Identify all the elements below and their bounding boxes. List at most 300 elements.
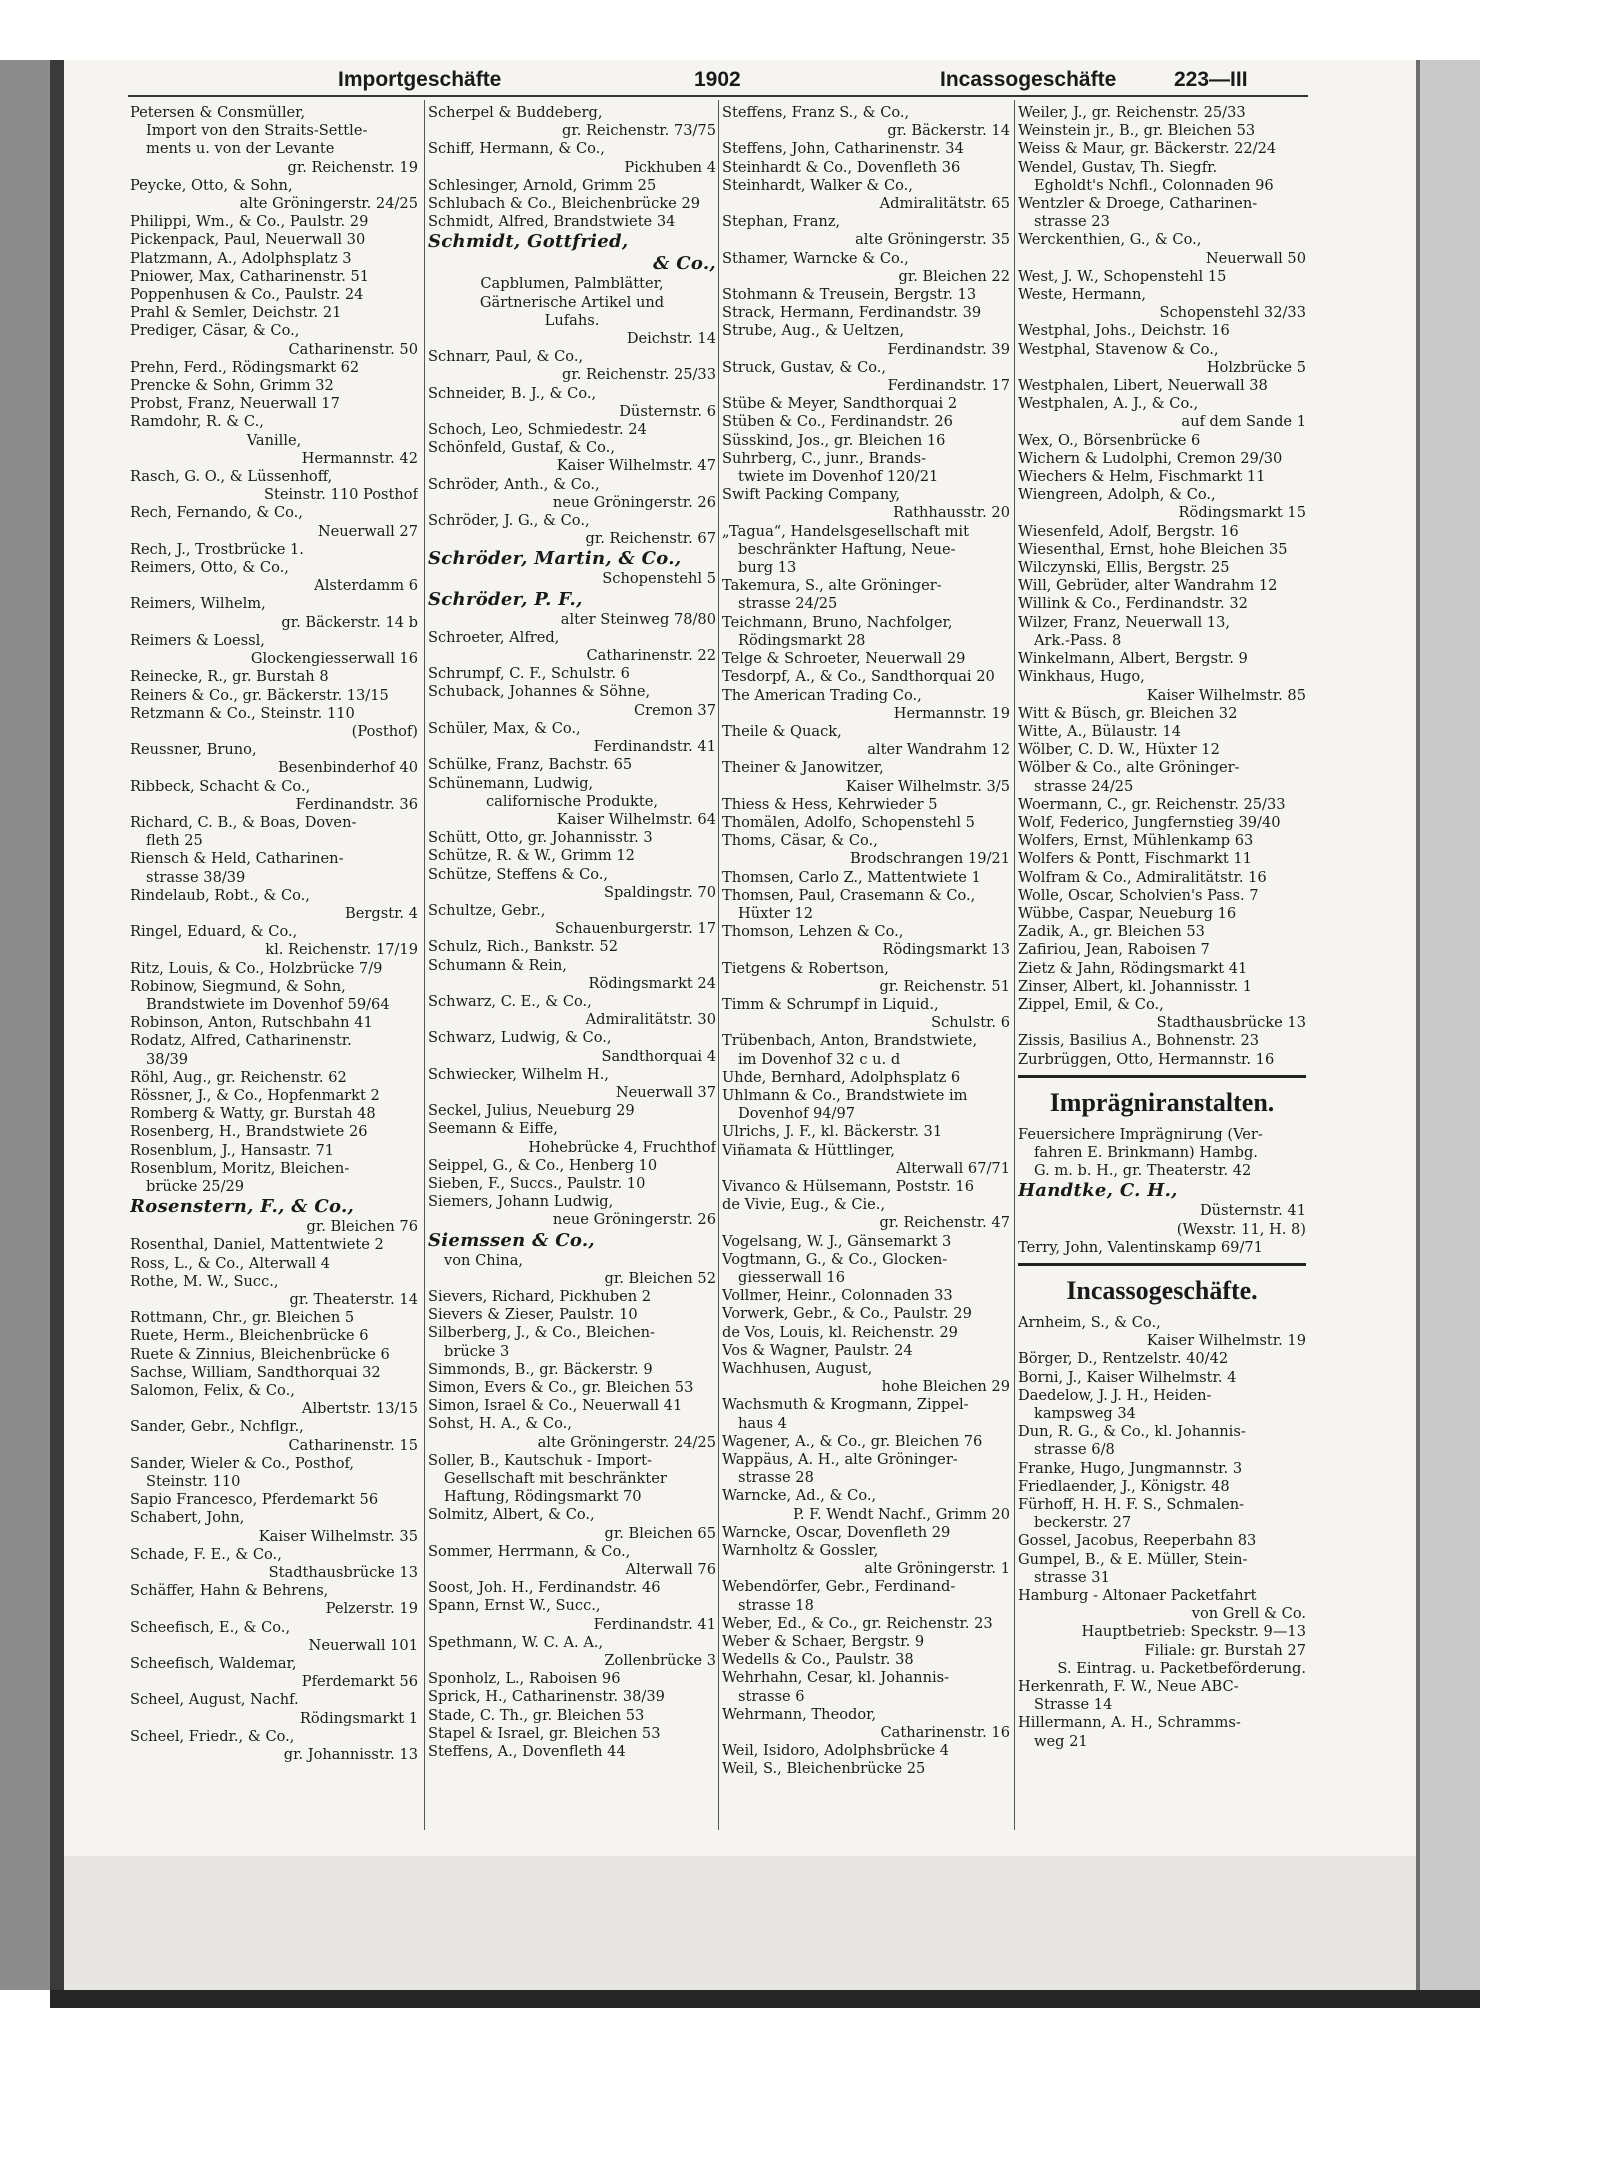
entry-name: Tietgens & Robertson, [722, 959, 889, 977]
entry-name: Weber, Ed., & Co., gr. Reichenstr. 23 [722, 1614, 993, 1632]
entry-detail: strasse 6/8 [1034, 1441, 1115, 1459]
entry-detail: strasse 23 [1034, 213, 1110, 231]
directory-entry [130, 1105, 418, 1123]
entry-name: Wübbe, Caspar, Neueburg 16 [1018, 904, 1237, 922]
directory-entry [722, 869, 1010, 887]
entry-detail: Dovenhof 94/97 [738, 1105, 856, 1123]
entry-name: Wendel, Gustav, Th. Siegfr. [1018, 158, 1218, 176]
entry-name: Feuersichere Imprägnirung (Ver- [1018, 1125, 1263, 1143]
directory-entry [428, 683, 716, 719]
entry-name: Scheel, August, Nachf. [130, 1691, 299, 1709]
entry-detail: Kaiser Wilhelmstr. 47 [556, 457, 716, 475]
entry-detail: alte Gröningerstr. 24/25 [239, 195, 418, 213]
entry-name: Teichmann, Bruno, Nachfolger, [722, 613, 953, 631]
directory-entry [722, 1251, 1010, 1287]
entry-detail: Bergstr. 4 [345, 904, 418, 922]
section-heading: Imprägniranstalten. [1049, 1087, 1275, 1117]
directory-entry [428, 1324, 716, 1360]
directory-entry [130, 1309, 418, 1327]
directory-entry [130, 1491, 418, 1509]
entry-detail: Catharinenstr. 22 [586, 647, 716, 665]
entry-name: Sprick, H., Catharinenstr. 38/39 [428, 1688, 665, 1706]
entry-name: Weste, Hermann, [1018, 286, 1147, 304]
entry-detail: Vanille, [246, 431, 302, 449]
directory-entry [130, 1418, 418, 1454]
entry-detail: Hüxter 12 [738, 904, 814, 922]
entry-detail: Alsterdamm 6 [314, 577, 418, 595]
directory-entry [130, 1196, 418, 1236]
directory-entry [428, 665, 716, 683]
directory-entry [722, 759, 1010, 795]
entry-name: Steffens, A., Dovenfleth 44 [428, 1743, 626, 1761]
entry-detail: Glockengiesserwall 16 [250, 650, 418, 668]
directory-entry [428, 1452, 716, 1507]
bottom-scan-shade [64, 1856, 1420, 1990]
directory-entry [130, 231, 418, 249]
directory-entry [428, 385, 716, 421]
directory-entry [722, 668, 1010, 686]
entry-name: Soller, B., Kautschuk - Import- [428, 1451, 652, 1469]
directory-entry [428, 957, 716, 993]
entry-name: Solmitz, Albert, & Co., [428, 1506, 595, 1524]
entry-name: Wolfers & Pontt, Fischmarkt 11 [1018, 850, 1252, 868]
directory-entry [428, 866, 716, 902]
right-scan-margin [1420, 60, 1480, 1990]
right-page-edge [1416, 60, 1420, 1990]
directory-entry [722, 1706, 1010, 1742]
entry-detail: strasse 24/25 [738, 595, 838, 613]
entry-name: Ruete & Zinnius, Bleichenbrücke 6 [130, 1345, 390, 1363]
directory-entry [130, 1142, 418, 1160]
entry-detail: S. Eintrag. u. Packetbeförderung. [1057, 1659, 1306, 1677]
directory-entry [722, 177, 1010, 213]
entry-name: Weil, Isidoro, Adolphsbrücke 4 [722, 1742, 950, 1760]
directory-entry [1018, 1350, 1306, 1368]
directory-entry [1018, 887, 1306, 905]
directory-entry [428, 476, 716, 512]
directory-entry [428, 1230, 716, 1288]
entry-name: Trübenbach, Anton, Brandstwiete, [722, 1032, 978, 1050]
entry-name: Vivanco & Hülsemann, Poststr. 16 [722, 1177, 974, 1195]
directory-entry [428, 1670, 716, 1688]
entry-detail: brücke 25/29 [146, 1177, 245, 1195]
entry-name: Reinecke, R., gr. Burstah 8 [130, 668, 329, 686]
entry-name: Dun, R. G., & Co., kl. Johannis- [1018, 1423, 1246, 1441]
entry-name: Wölber, C. D. W., Hüxter 12 [1018, 741, 1220, 759]
entry-name: Schabert, John, [130, 1509, 245, 1527]
entry-name: Thoms, Cäsar, & Co., [722, 832, 878, 850]
entry-name: Schoch, Leo, Schmiedestr. 24 [428, 421, 647, 439]
entry-name: Wichern & Ludolphi, Cremon 29/30 [1018, 449, 1283, 467]
entry-name: Wiesenfeld, Adolf, Bergstr. 16 [1018, 522, 1239, 540]
directory-entry [1018, 614, 1306, 650]
directory-entry [722, 322, 1010, 358]
directory-entry [130, 687, 418, 705]
directory-entry [1018, 650, 1306, 668]
entry-detail: von China, [444, 1251, 524, 1269]
entry-detail: Gesellschaft mit beschränkter [444, 1470, 667, 1488]
directory-entry [1018, 523, 1306, 541]
directory-entry [130, 268, 418, 286]
entry-detail: Holzbrücke 5 [1206, 358, 1306, 376]
header-year: 1902 [694, 68, 741, 91]
directory-entry [428, 1415, 716, 1451]
column-divider [424, 100, 425, 1830]
directory-entry [722, 1032, 1010, 1068]
entry-detail: Import von den Straits-Settle- [146, 122, 368, 140]
entry-name: Weiler, J., gr. Reichenstr. 25/33 [1018, 104, 1246, 121]
directory-entry [130, 1346, 418, 1364]
entry-name: Herkenrath, F. W., Neue ABC- [1018, 1678, 1239, 1696]
directory-entry [1018, 723, 1306, 741]
entry-detail: Stadthausbrücke 13 [1156, 1014, 1306, 1032]
entry-name: Prencke & Sohn, Grimm 32 [130, 377, 334, 395]
directory-entry [722, 250, 1010, 286]
entry-name: Ramdohr, R. & C., [130, 413, 264, 431]
entry-name: „Tagua“, Handelsgesellschaft mit [722, 522, 969, 540]
directory-entry [722, 1233, 1010, 1251]
directory-entry [722, 1651, 1010, 1669]
directory-entry [1018, 923, 1306, 941]
directory-entry [1018, 377, 1306, 395]
directory-entry [428, 421, 716, 439]
directory-entry [1018, 341, 1306, 377]
entry-detail: gr. Bleichen 65 [604, 1524, 716, 1542]
page-header [80, 68, 1410, 98]
directory-entry [428, 1175, 716, 1193]
entry-detail: Rödingsmarkt 24 [588, 974, 716, 992]
entry-detail: Admiralitätstr. 30 [585, 1011, 716, 1029]
entry-name: Handtke, C. H., [1018, 1180, 1178, 1202]
entry-name: Prehn, Ferd., Rödingsmarkt 62 [130, 358, 360, 376]
directory-entry [1018, 996, 1306, 1032]
entry-detail: Kaiser Wilhelmstr. 3/5 [845, 777, 1010, 795]
directory-entry [130, 1455, 418, 1491]
entry-name: Schwarz, C. E., & Co., [428, 992, 592, 1010]
directory-entry [130, 1509, 418, 1545]
directory-entry [130, 595, 418, 631]
entry-detail: Kaiser Wilhelmstr. 19 [1146, 1332, 1306, 1350]
directory-entry [1018, 395, 1306, 431]
entry-detail: californische Produkte, [485, 792, 659, 810]
entry-detail: Catharinenstr. 15 [288, 1436, 418, 1454]
entry-detail: gr. Theaterstr. 14 [289, 1291, 418, 1308]
directory-entry [722, 359, 1010, 395]
directory-entry [130, 978, 418, 1014]
entry-detail: gr. Johannisstr. 13 [283, 1746, 418, 1764]
directory-entry [130, 1069, 418, 1087]
entry-name: Thomsen, Paul, Crasemann & Co., [722, 886, 976, 904]
section-heading: Incassogeschäfte. [1066, 1275, 1258, 1305]
directory-entry [130, 814, 418, 850]
entry-name: West, J. W., Schopenstehl 15 [1018, 267, 1227, 285]
entry-name: Rindelaub, Robt., & Co., [130, 886, 310, 904]
section-rule [1018, 1263, 1306, 1266]
directory-entry [130, 541, 418, 559]
directory-entry [722, 1324, 1010, 1342]
entry-name: Schönfeld, Gustaf, & Co., [428, 439, 615, 457]
directory-entry [722, 395, 1010, 413]
entry-name: Vogelsang, W. J., Gänsemarkt 3 [722, 1232, 952, 1250]
entry-name: Stephan, Franz, [722, 213, 841, 231]
entry-name: Spethmann, W. C. A. A., [428, 1633, 604, 1651]
entry-detail: Lufahs. [544, 311, 600, 329]
directory-column-4 [1018, 104, 1306, 1751]
directory-entry [428, 1743, 716, 1761]
directory-entry [130, 1255, 418, 1273]
directory-entry [130, 1123, 418, 1141]
entry-name: Weber & Schaer, Bergstr. 9 [722, 1633, 925, 1651]
entry-name: Simmonds, B., gr. Bäckerstr. 9 [428, 1360, 653, 1378]
directory-entry [428, 177, 716, 195]
directory-entry [722, 1396, 1010, 1432]
directory-entry [1018, 140, 1306, 158]
entry-name: Steffens, Franz S., & Co., [722, 104, 910, 121]
entry-detail: Hermannstr. 19 [893, 704, 1010, 722]
entry-detail: giesserwall 16 [738, 1269, 845, 1286]
entry-name: Warncke, Ad., & Co., [722, 1487, 877, 1505]
entry-name: Siemers, Johann Ludwig, [428, 1193, 614, 1211]
entry-name: Schultze, Gebr., [428, 901, 546, 919]
entry-detail: Strasse 14 [1034, 1696, 1113, 1714]
entry-name: Wappäus, A. H., alte Gröninger- [722, 1451, 958, 1469]
directory-entry [1018, 741, 1306, 759]
entry-name: Zietz & Jahn, Rödingsmarkt 41 [1018, 959, 1248, 977]
directory-entry [1018, 468, 1306, 486]
entry-name: Peycke, Otto, & Sohn, [130, 176, 293, 194]
directory-entry [1018, 104, 1306, 122]
entry-detail: gr. Bäckerstr. 14 b [281, 613, 418, 631]
entry-name: Sievers & Zieser, Paulstr. 10 [428, 1306, 638, 1324]
entry-name: Wilzer, Franz, Neuerwall 13, [1018, 613, 1231, 631]
directory-entry [722, 1287, 1010, 1305]
entry-name: Schäffer, Hahn & Behrens, [130, 1582, 329, 1600]
entry-name: Retzmann & Co., Steinstr. 110 [130, 704, 355, 722]
directory-entry [130, 322, 418, 358]
entry-detail: ments u. von der Levante [146, 140, 335, 158]
entry-name: Spann, Ernst W., Succ., [428, 1597, 601, 1615]
entry-detail: Alterwall 67/71 [896, 1159, 1010, 1177]
directory-column-1 [130, 104, 418, 1764]
directory-entry [722, 486, 1010, 522]
directory-entry [130, 286, 418, 304]
directory-entry [130, 413, 418, 468]
entry-name: Sohst, H. A., & Co., [428, 1415, 572, 1433]
entry-name: Schlubach & Co., Bleichenbrücke 29 [428, 195, 701, 213]
directory-entry [1018, 577, 1306, 595]
entry-detail: G. m. b. H., gr. Theaterstr. 42 [1034, 1162, 1252, 1180]
directory-entry [722, 1196, 1010, 1232]
entry-name: Timm & Schrumpf in Liquid., [722, 995, 939, 1013]
entry-name: Sthamer, Warncke & Co., [722, 249, 909, 267]
directory-entry [1018, 195, 1306, 231]
entry-detail: Albertstr. 13/15 [301, 1400, 418, 1418]
entry-name: Robinson, Anton, Rutschbahn 41 [130, 1014, 373, 1032]
entry-name: Rosenstern, F., & Co., [130, 1196, 355, 1218]
entry-name: Robinow, Siegmund, & Sohn, [130, 977, 346, 995]
directory-entry [428, 1288, 716, 1306]
entry-name: Scheefisch, E., & Co., [130, 1618, 291, 1636]
entry-detail: Hermannstr. 42 [301, 449, 418, 467]
entry-name: Gumpel, B., & E. Müller, Stein- [1018, 1550, 1248, 1568]
entry-name: Rodatz, Alfred, Catharinenstr. [130, 1032, 352, 1050]
entry-name: Wiesenthal, Ernst, hohe Bleichen 35 [1018, 540, 1288, 558]
entry-detail: twiete im Dovenhof 120/21 [738, 468, 939, 486]
entry-name: Stübe & Meyer, Sandthorquai 2 [722, 395, 958, 413]
entry-name: Rosenthal, Daniel, Mattentwiete 2 [130, 1236, 384, 1254]
directory-entry [130, 1087, 418, 1105]
section-rule [1018, 1075, 1306, 1078]
entry-detail: gr. Bleichen 76 [306, 1218, 418, 1236]
entry-detail: Zollenbrücke 3 [604, 1652, 716, 1670]
entry-name: Wehrhahn, Cesar, kl. Johannis- [722, 1669, 950, 1687]
entry-name: Zurbrüggen, Otto, Hermannstr. 16 [1018, 1050, 1275, 1068]
entry-name: Thomsen, Carlo Z., Mattentwiete 1 [722, 868, 981, 886]
entry-name: Schülke, Franz, Bachstr. 65 [428, 756, 633, 774]
directory-entry [722, 523, 1010, 578]
directory-entry [428, 195, 716, 213]
column-divider [718, 100, 719, 1830]
directory-entry [722, 432, 1010, 450]
entry-name: Hillermann, A. H., Schramms- [1018, 1714, 1241, 1732]
directory-entry [1018, 1478, 1306, 1496]
entry-detail: Catharinenstr. 16 [880, 1724, 1010, 1742]
directory-entry [1018, 1423, 1306, 1459]
directory-entry [428, 775, 716, 830]
directory-entry [1018, 486, 1306, 522]
entry-detail: Sandthorquai 4 [601, 1047, 716, 1065]
entry-detail: Schulstr. 6 [931, 1014, 1010, 1032]
entry-detail: Spaldingstr. 70 [603, 883, 716, 901]
entry-name: Schmidt, Alfred, Brandstwiete 34 [428, 213, 676, 231]
directory-entry [722, 1578, 1010, 1614]
directory-entry [722, 1742, 1010, 1760]
directory-entry [130, 559, 418, 595]
entry-name: Platzmann, A., Adolphsplatz 3 [130, 249, 352, 267]
directory-entry [130, 1619, 418, 1655]
entry-name: Sachse, William, Sandthorquai 32 [130, 1363, 381, 1381]
entry-name: Schünemann, Ludwig, [428, 774, 594, 792]
entry-name: Wiengreen, Adolph, & Co., [1018, 486, 1216, 504]
entry-name: Zissis, Basilius A., Bohnenstr. 23 [1018, 1032, 1260, 1050]
entry-name: Schrumpf, C. F., Schulstr. 6 [428, 665, 630, 683]
entry-detail: Rathhausstr. 20 [893, 504, 1010, 522]
directory-entry [428, 902, 716, 938]
entry-name: Westphalen, Libert, Neuerwall 38 [1018, 377, 1268, 395]
entry-detail: gr. Bäckerstr. 14 [887, 122, 1010, 140]
entry-detail: alter Steinweg 78/80 [560, 610, 716, 628]
directory-entry [722, 814, 1010, 832]
entry-name: Daedelow, J. J. H., Heiden- [1018, 1386, 1212, 1404]
entry-detail: Deichstr. 14 [626, 330, 716, 348]
directory-entry [130, 1014, 418, 1032]
entry-name: Poppenhusen & Co., Paulstr. 24 [130, 286, 364, 304]
entry-name: Wentzler & Droege, Catharinen- [1018, 195, 1258, 213]
header-rule [128, 95, 1308, 97]
directory-entry [1018, 905, 1306, 923]
directory-entry [130, 1160, 418, 1196]
entry-name: Zinser, Albert, kl. Johannisstr. 1 [1018, 977, 1253, 995]
entry-detail: strasse 31 [1034, 1568, 1110, 1586]
directory-entry [428, 213, 716, 231]
entry-name: Wolfram & Co., Admiralitätstr. 16 [1018, 868, 1267, 886]
entry-name: Zafiriou, Jean, Raboisen 7 [1018, 941, 1210, 959]
entry-name: Schlesinger, Arnold, Grimm 25 [428, 176, 657, 194]
directory-entry [722, 413, 1010, 431]
directory-entry [722, 1542, 1010, 1578]
entry-detail: kampsweg 34 [1034, 1405, 1136, 1422]
entry-detail: Pferdemarkt 56 [301, 1673, 418, 1691]
entry-detail: Hohebrücke 4, Fruchthof [528, 1138, 716, 1156]
entry-detail: kl. Reichenstr. 17/19 [265, 941, 418, 959]
entry-name: Westphal, Johs., Deichstr. 16 [1018, 322, 1230, 340]
directory-entry [130, 468, 418, 504]
directory-entry [428, 1506, 716, 1542]
entry-name: Reimers & Loessl, [130, 631, 265, 649]
entry-name: Wolfers, Ernst, Mühlenkamp 63 [1018, 832, 1254, 850]
directory-entry [130, 1691, 418, 1727]
entry-detail: strasse 6 [738, 1687, 805, 1705]
entry-name: Scheefisch, Waldemar, [130, 1655, 297, 1673]
entry-name: Scherpel & Buddeberg, [428, 104, 603, 121]
directory-entry [1018, 559, 1306, 577]
entry-detail: (Wexstr. 11, H. 8) [1176, 1220, 1306, 1238]
entry-name: Vorwerk, Gebr., & Co., Paulstr. 29 [722, 1305, 972, 1323]
entry-name: Siemssen & Co., [428, 1229, 595, 1251]
entry-name: Westphal, Stavenow & Co., [1018, 340, 1219, 358]
directory-entry [722, 1760, 1010, 1778]
entry-name: Wiechers & Helm, Fischmarkt 11 [1018, 468, 1266, 486]
entry-detail: Steinstr. 110 Posthof [263, 486, 418, 504]
directory-entry [428, 1157, 716, 1175]
entry-detail: Neuerwall 50 [1205, 249, 1306, 267]
entry-name: Schumann & Rein, [428, 956, 567, 974]
entry-detail: im Dovenhof 32 c u. d [738, 1050, 901, 1068]
entry-name: Scheel, Friedr., & Co., [130, 1727, 295, 1745]
header-right-title: Incassogeschäfte [940, 68, 1117, 91]
entry-detail: Capblumen, Palmblätter, [480, 275, 664, 293]
directory-entry [1018, 850, 1306, 868]
entry-name: Vos & Wagner, Paulstr. 24 [722, 1341, 913, 1359]
directory-entry [428, 1688, 716, 1706]
entry-name: Sommer, Herrmann, & Co., [428, 1542, 631, 1560]
directory-entry [428, 548, 716, 588]
entry-detail: strasse 18 [738, 1596, 814, 1614]
entry-name: Richard, C. B., & Boas, Doven- [130, 813, 357, 831]
directory-entry [722, 960, 1010, 996]
directory-entry [1018, 159, 1306, 195]
directory-entry [1018, 1387, 1306, 1423]
entry-detail: Düsternstr. 41 [1199, 1202, 1306, 1220]
directory-entry [130, 632, 418, 668]
directory-entry [428, 1120, 716, 1156]
entry-name: Sander, Gebr., Nchflgr., [130, 1418, 304, 1436]
directory-entry [1018, 941, 1306, 959]
entry-name: Rothe, M. W., Succ., [130, 1272, 279, 1290]
directory-entry [1018, 960, 1306, 978]
directory-entry [722, 923, 1010, 959]
directory-entry [1018, 450, 1306, 468]
entry-name: Prediger, Cäsar, & Co., [130, 322, 300, 340]
entry-detail: gr. Reichenstr. 19 [287, 158, 418, 176]
directory-entry [722, 723, 1010, 759]
entry-name: Swift Packing Company, [722, 486, 901, 504]
entry-detail: strasse 24/25 [1034, 777, 1134, 795]
directory-entry [722, 1123, 1010, 1141]
entry-name: Simon, Evers & Co., gr. Bleichen 53 [428, 1379, 694, 1396]
entry-detail: Kaiser Wilhelmstr. 64 [556, 810, 716, 828]
entry-name: Vollmer, Heinr., Colonnaden 33 [722, 1287, 953, 1305]
